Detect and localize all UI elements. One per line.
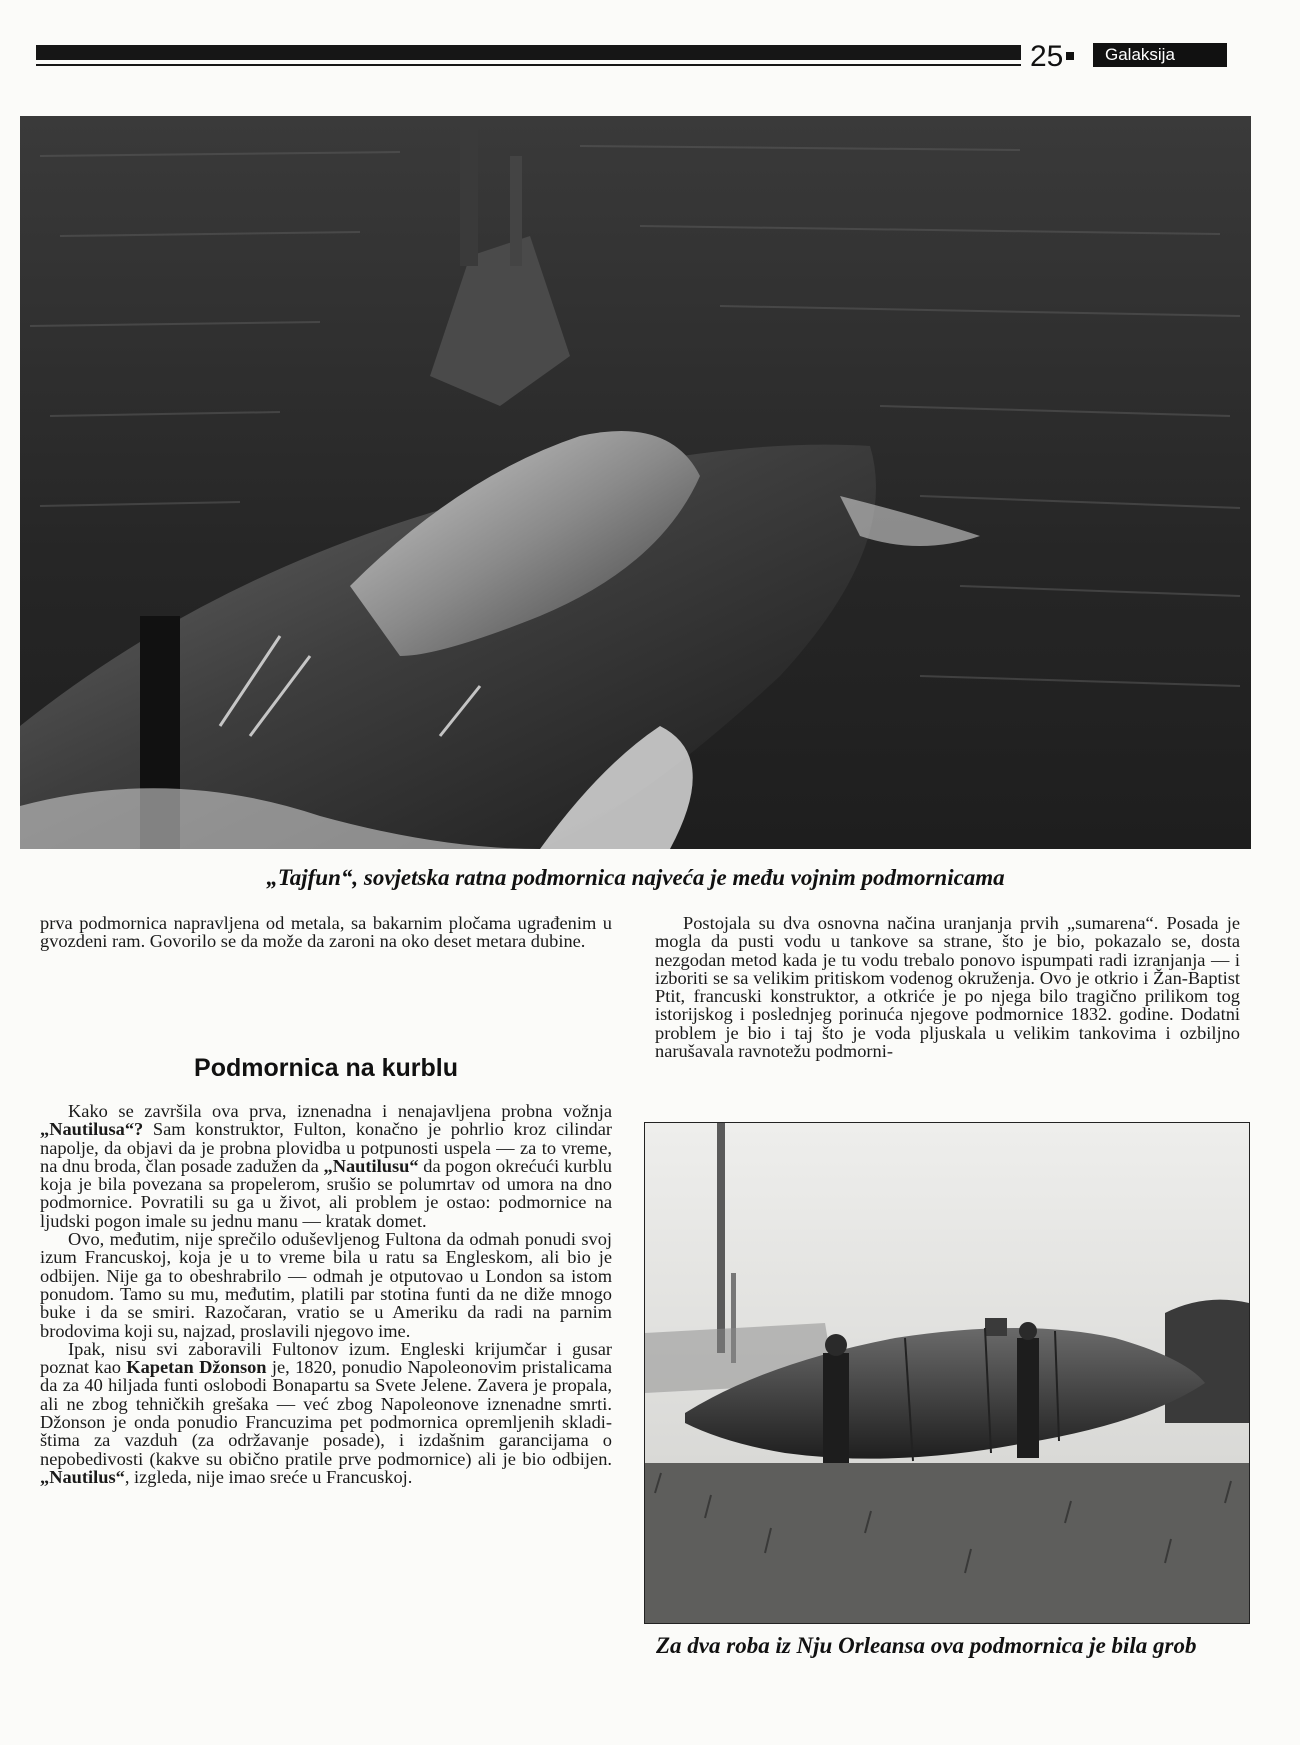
p1-text-e: da pogon okrećući kurblu koja je bila povezana sa propelerom, srušio se polumrtav od umora na dno podmornice. Povratili su ga u život, ali problem je ostao: podmornice na ljudski pogon imale su jednu manu — kratak domet. bbox=[40, 1155, 612, 1231]
submarine-illustration bbox=[20, 116, 1251, 849]
page-number: 25 bbox=[1030, 40, 1064, 73]
left-column-body bbox=[40, 1102, 612, 1486]
right-column-top bbox=[655, 914, 1240, 1060]
header-rule bbox=[36, 64, 1021, 66]
p1-bold-d: „Nautilusu“ bbox=[323, 1155, 419, 1176]
section-subheading: Podmornica na kurblu bbox=[194, 1054, 458, 1082]
body-paragraph-2: Ovo, međutim, nije sprečilo oduševljenog Fultona da odmah ponudi svoj izum Francuskoj, koja je u to vreme bila u ratu sa Engleskom, ali bio je odbijen. Nije ga to obeshrabrilo — odmah je otputovao u London sa istom ponudom. Tamo su mu, međutim, platili par stotina funti da ne diže mnogo buke i da se smiri. Razočaran, vratio se u Ameriku da radi na parnim brodovima koji su, najzad, proslavili njegovo ime. bbox=[40, 1229, 612, 1341]
body-paragraph-3 bbox=[40, 1340, 612, 1486]
p1-bold-b: „Nautilusa“? bbox=[40, 1119, 144, 1140]
top-photo-caption: „Tajfun“, sovjetska ratna podmornica najveća je među vojnim podmornicama bbox=[266, 865, 1005, 890]
header-bullet bbox=[1066, 52, 1074, 60]
p3-bold-b: Kapetan Džonson bbox=[126, 1357, 267, 1378]
p3-text-a: Ipak, nisu svi zaboravili Fultonov izum. Engleski krijumčar i gusar poznat kao bbox=[40, 1338, 612, 1378]
old-submarine-illustration bbox=[645, 1123, 1249, 1623]
bottom-photo-caption: Za dva roba iz Nju Orleansa ova podmornica je bila grob bbox=[656, 1633, 1197, 1658]
intro-paragraph: prva podmornica napravljena od metala, sa bakarnim pločama ugrađenim u gvozdeni ram. Govorilo se da može da zaroni na oko deset metara dubine. bbox=[40, 913, 612, 952]
p1-text-a: Kako se završila ova prva, iznenadna i nenajavljena probna vožnja bbox=[68, 1101, 612, 1121]
left-column-intro bbox=[40, 914, 612, 951]
p3-text-c: je, 1820, ponudio Napoleonovim pristalicama da za 40 hiljada funti oslobodi Bonapartu sa Svete Jelene. Zavera je propala, ali ne zbog tehničkih grešaka — već zbog Napoleonove iznenadne smrti. Džonson je onda ponudio Francuzima pet podmornica opremljenih skladištima za vazduh (za održavanje posade), i izdašnim garancijama o nepobedivosti (kakve su obično pratile prve podmornice) ali je bio odbijen. bbox=[40, 1357, 612, 1469]
p1-text-c: Sam konstruktor, Fulton, konačno je pohrlio kroz cilindar napolje, da objavi da je probna plovidba u potpunosti uspela — za to vreme, na dnu broda, član posade zadužen da bbox=[40, 1119, 612, 1176]
header-bar bbox=[36, 45, 1021, 60]
old-submarine-photo bbox=[644, 1122, 1250, 1624]
right-paragraph: Postojala su dva osnovna načina uranjanja prvih „sumarena“. Posada je mogla da pusti vodu u tankove sa strane, što je bio, pokazalo se, dosta nezgodan metod kada je tu vodu trebalo ponovo ispumpati radi izranjanja — i izboriti se sa velikim pritiskom vodenog okruženja. Ovo je otkrio i Žan-Baptist Ptit, francuski konstruktor, a otkriće je po njega bilo tragično prilikom tog istorijskog i poslednjeg porinuća njegove podmornice 1832. godine. Dodatni problem je bio i taj što je voda pljuskala u velikim tankovima i ozbiljno narušavala ravnotežu podmorni- bbox=[655, 913, 1240, 1062]
submarine-photo bbox=[20, 116, 1251, 849]
p3-bold-d: „Nautilus“ bbox=[40, 1466, 125, 1487]
p3-text-e: , izgleda, nije imao sreće u Francuskoj. bbox=[124, 1466, 413, 1487]
section-label: Galaksija bbox=[1093, 43, 1227, 67]
body-paragraph-1 bbox=[40, 1102, 612, 1230]
